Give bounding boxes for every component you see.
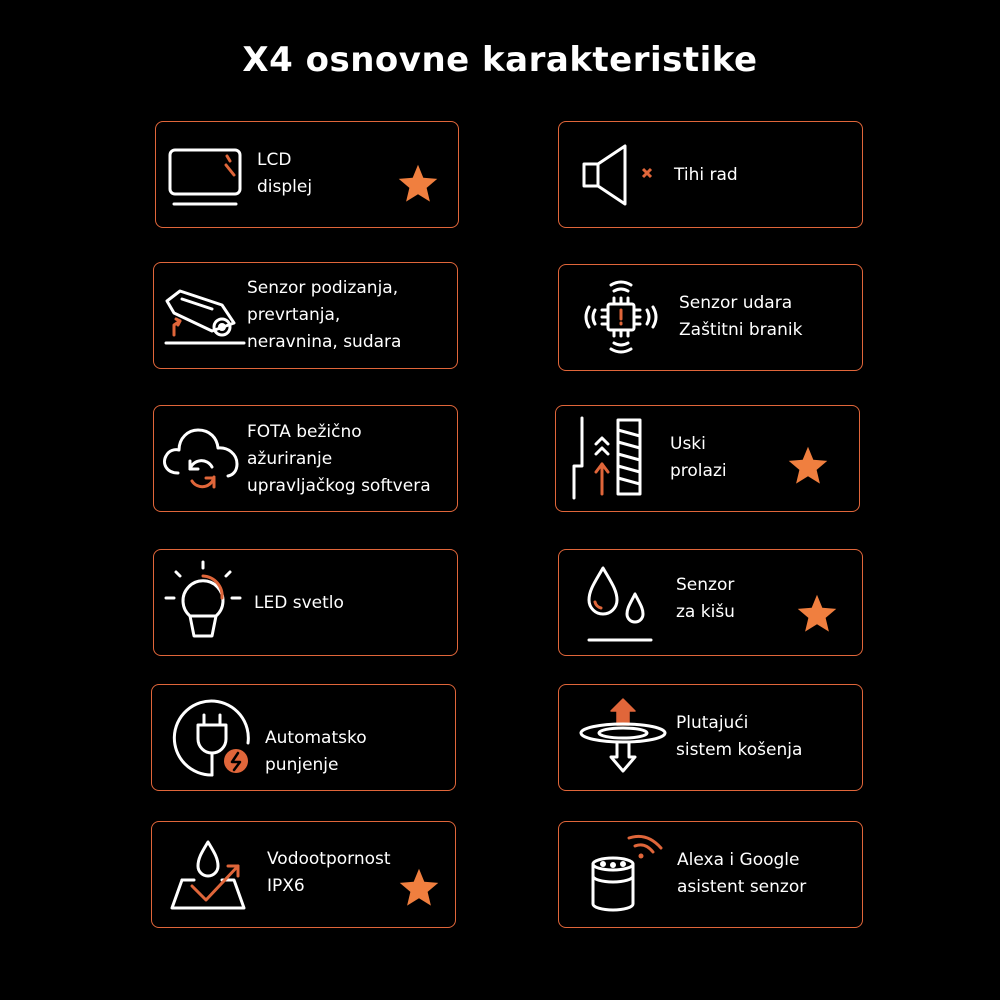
feature-label-line: prolazi bbox=[670, 461, 727, 481]
feature-card-voice-assistant bbox=[558, 821, 863, 928]
feature-card-narrow-passages bbox=[555, 405, 860, 512]
feature-label-line: Alexa i Google bbox=[677, 850, 800, 870]
feature-label-line: FOTA bežično bbox=[247, 422, 362, 442]
feature-card-waterproof bbox=[151, 821, 456, 928]
rain-drops-icon bbox=[585, 564, 661, 646]
feature-label-line: Senzor udara bbox=[679, 293, 793, 313]
feature-label-line: IPX6 bbox=[267, 876, 305, 896]
feature-card-fota-update bbox=[153, 405, 458, 512]
smart-speaker-icon bbox=[587, 834, 667, 916]
narrow-passage-icon bbox=[570, 414, 650, 502]
feature-card-quiet-operation bbox=[558, 121, 863, 228]
charging-plug-icon bbox=[170, 695, 254, 779]
feature-label-line: Zaštitni branik bbox=[679, 320, 803, 340]
lift-sensor-mower-icon bbox=[162, 283, 247, 348]
feature-card-rain-sensor bbox=[558, 549, 863, 656]
feature-card-lift-sensor bbox=[153, 262, 458, 369]
feature-card-led-light bbox=[153, 549, 458, 656]
collision-sensor-chip-icon bbox=[581, 277, 661, 357]
star-icon bbox=[396, 162, 440, 206]
feature-label-line: LED svetlo bbox=[254, 593, 344, 613]
feature-label-line: Uski bbox=[670, 434, 706, 454]
star-icon bbox=[786, 444, 830, 488]
feature-label-line: displej bbox=[257, 177, 313, 197]
light-bulb-icon bbox=[160, 558, 246, 648]
feature-label-line: upravljačkog softvera bbox=[247, 476, 431, 496]
cloud-update-icon bbox=[160, 421, 242, 499]
floating-blade-icon bbox=[577, 695, 669, 781]
feature-label-line: ažuriranje bbox=[247, 449, 333, 469]
feature-label-line: punjenje bbox=[265, 755, 339, 775]
feature-label-line: Tihi rad bbox=[674, 165, 738, 185]
star-icon bbox=[795, 592, 839, 636]
feature-label-line: prevrtanja, bbox=[247, 305, 341, 325]
feature-card-auto-charging bbox=[151, 684, 456, 791]
feature-label-line: Senzor podizanja, bbox=[247, 278, 399, 298]
waterproof-drop-icon bbox=[168, 838, 252, 914]
feature-label-line: Plutajući bbox=[676, 713, 749, 733]
feature-label-line: Vodootpornost bbox=[267, 849, 391, 869]
feature-card-collision-sensor bbox=[558, 264, 863, 371]
feature-label-line: Senzor bbox=[676, 575, 735, 595]
feature-label-line: asistent senzor bbox=[677, 877, 807, 897]
quiet-speaker-icon bbox=[581, 142, 661, 208]
feature-card-floating-cutting bbox=[558, 684, 863, 791]
feature-label-line: neravnina, sudara bbox=[247, 332, 402, 352]
feature-label-line: Automatsko bbox=[265, 728, 367, 748]
lcd-display-icon bbox=[166, 147, 246, 207]
star-icon bbox=[397, 866, 441, 910]
page-title: X4 osnovne karakteristike bbox=[242, 40, 758, 80]
feature-card-lcd-display bbox=[155, 121, 459, 228]
feature-label-line: za kišu bbox=[676, 602, 735, 622]
feature-label-line: sistem košenja bbox=[676, 740, 803, 760]
feature-label-line: LCD bbox=[257, 150, 292, 170]
